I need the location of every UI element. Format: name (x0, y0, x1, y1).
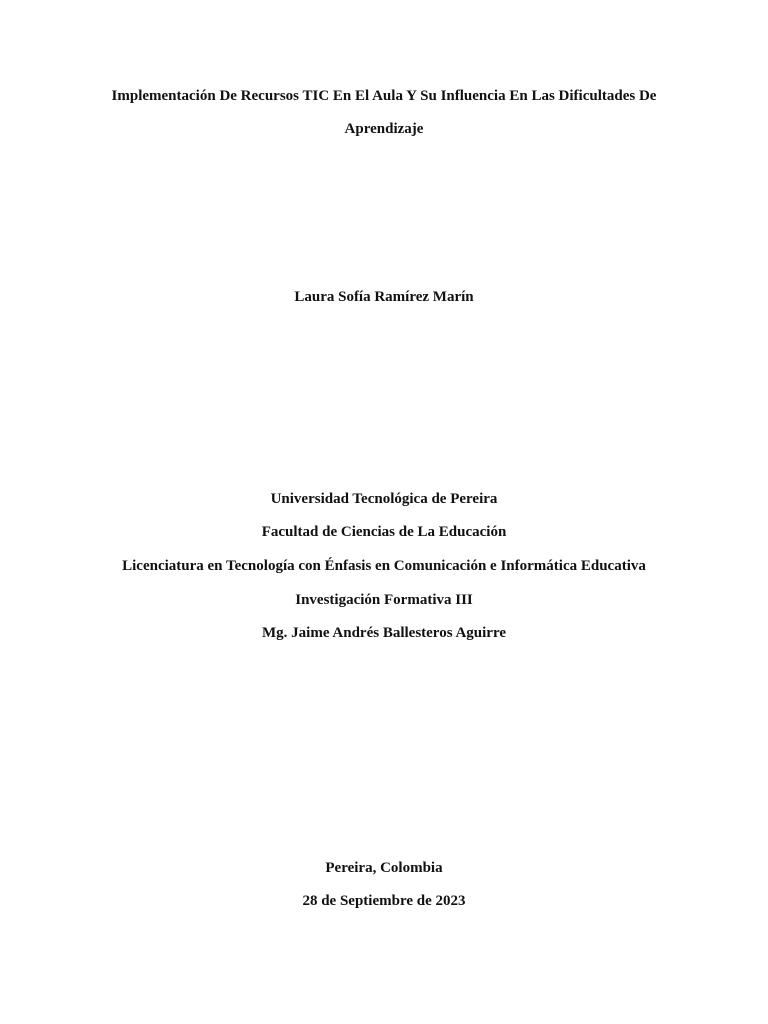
place: Pereira, Colombia (325, 860, 443, 876)
author-name: Laura Sofía Ramírez Marín (294, 289, 474, 305)
course-name: Investigación Formativa III (295, 592, 473, 608)
title-line-1: Implementación De Recursos TIC En El Aula Y Su Influencia En Las Dificultades De (111, 88, 657, 104)
program-name: Licenciatura en Tecnología con Énfasis en Comunicación e Informática Educativa (122, 558, 646, 574)
document-title (60, 86, 708, 139)
university-name: Universidad Tecnológica de Pereira (270, 491, 498, 507)
title-line-2: Aprendizaje (344, 121, 424, 137)
instructor-name: Mg. Jaime Andrés Ballesteros Aguirre (262, 625, 506, 641)
faculty-name: Facultad de Ciencias de La Educación (261, 524, 507, 540)
date: 28 de Septiembre de 2023 (302, 893, 466, 909)
